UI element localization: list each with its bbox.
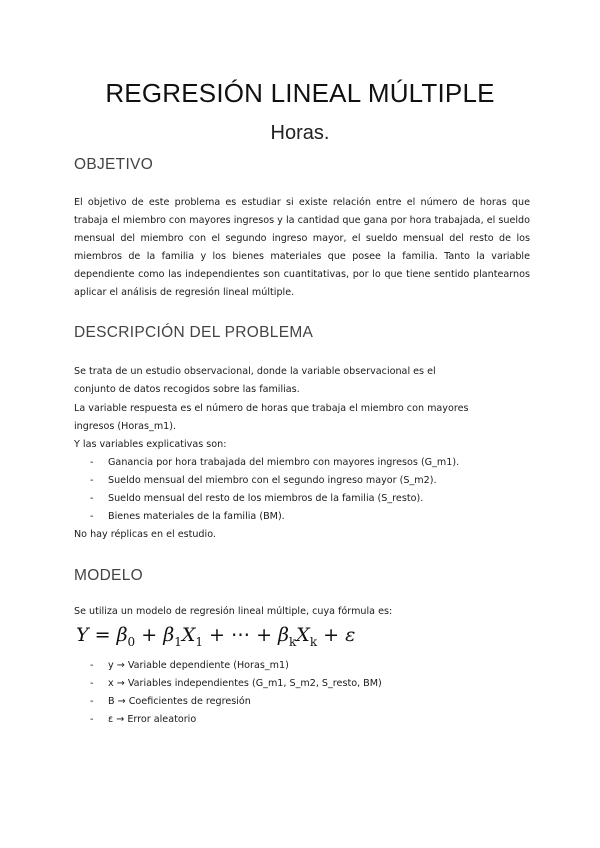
modelo-intro: Se utiliza un modelo de regresión lineal múltiple, cuya fórmula es: xyxy=(74,606,393,617)
formula-xk: X xyxy=(296,624,310,646)
list-item xyxy=(90,714,196,725)
descripcion-line: conjunto de datos recogidos sobre las familias. xyxy=(74,384,300,395)
list-item-text: Sueldo mensual del resto de los miembros de la familia (S_resto). xyxy=(108,493,424,504)
formula-ellipsis: ⋯ xyxy=(231,624,251,646)
descripcion-line: La variable respuesta es el número de horas que trabaja el miembro con mayores xyxy=(74,403,469,414)
formula-sub: 0 xyxy=(127,634,136,649)
descripcion-line: ingresos (Horas_m1). xyxy=(74,421,177,432)
list-item-text: Bienes materiales de la familia (BM). xyxy=(108,511,285,522)
bullet-dash: - xyxy=(90,475,94,486)
formula-equals: = xyxy=(94,624,111,646)
objetivo-paragraph: El objetivo de este problema es estudiar si existe relación entre el número de horas que trabaja el miembro con mayores ingresos y la cantidad que gana por hora trabajada, el sueldo mensual del miembro con el segundo ingreso mayor, el sueldo mensual del resto de los miembros de la familia y los bienes materiales que posee la familia. Tanto la variable dependiente como las independientes son cuantitativas, por lo que tiene sentido plantearnos aplicar el análisis de regresión lineal múltiple. xyxy=(74,197,530,298)
formula-sub: k xyxy=(309,634,318,649)
bullet-dash: - xyxy=(90,457,94,468)
formula-plus: + xyxy=(323,624,340,646)
list-item xyxy=(90,660,289,671)
list-item xyxy=(90,696,251,707)
formula-x1: X xyxy=(181,624,196,646)
page-subtitle: Horas. xyxy=(270,122,330,144)
descripcion-closing: No hay réplicas en el estudio. xyxy=(74,529,216,540)
list-item xyxy=(90,511,285,522)
bullet-dash: - xyxy=(90,493,94,504)
list-item xyxy=(90,678,382,689)
bullet-dash: - xyxy=(90,511,94,522)
formula-sub: k xyxy=(289,634,297,649)
list-item xyxy=(90,457,459,468)
list-item-text: y → Variable dependiente (Horas_m1) xyxy=(108,660,289,671)
bullet-dash: - xyxy=(90,714,94,725)
formula-y: Y xyxy=(76,624,89,646)
descripcion-line: Y las variables explicativas son: xyxy=(74,439,227,450)
formula-plus: + xyxy=(256,624,272,646)
list-item-text: x → Variables independientes (G_m1, S_m2, S_resto, BM) xyxy=(108,678,382,689)
formula-sub: 1 xyxy=(174,634,182,649)
formula-betak: β xyxy=(278,624,290,646)
bullet-dash: - xyxy=(90,678,94,689)
heading-objetivo: OBJETIVO xyxy=(74,156,154,173)
bullet-dash: - xyxy=(90,660,94,671)
formula-beta0: β xyxy=(116,624,128,646)
list-item xyxy=(90,493,423,504)
page-title: REGRESIÓN LINEAL MÚLTIPLE xyxy=(105,78,495,108)
list-item-text: Sueldo mensual del miembro con el segundo ingreso mayor (S_m2). xyxy=(108,475,437,486)
bullet-dash: - xyxy=(90,696,94,707)
list-item xyxy=(90,475,437,486)
formula-plus: + xyxy=(209,624,225,646)
descripcion-line: Se trata de un estudio observacional, donde la variable observacional es el xyxy=(74,366,436,377)
list-item-text: B → Coeficientes de regresión xyxy=(108,696,251,707)
formula-plus: + xyxy=(141,624,158,646)
list-item-text: ε → Error aleatorio xyxy=(108,714,197,725)
regression-formula xyxy=(76,624,355,649)
formula-sub: 1 xyxy=(195,634,203,649)
list-item-text: Ganancia por hora trabajada del miembro con mayores ingresos (G_m1). xyxy=(108,457,460,468)
formula-beta1: β xyxy=(163,624,175,646)
heading-modelo: MODELO xyxy=(74,567,143,584)
heading-descripcion: DESCRIPCIÓN DEL PROBLEMA xyxy=(74,324,314,341)
formula-epsilon: ε xyxy=(345,624,356,646)
